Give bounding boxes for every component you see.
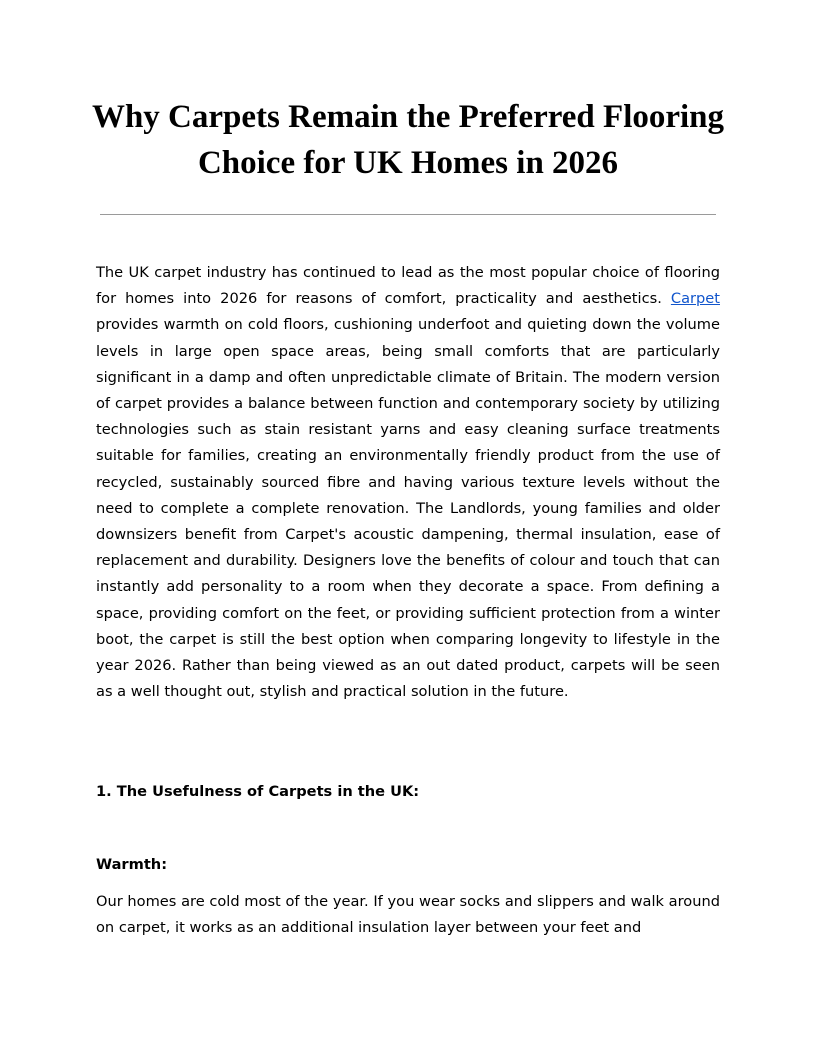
page-title <box>90 94 726 186</box>
page-title-line-2: Choice for UK Homes in 2026 <box>197 145 619 181</box>
title-divider <box>100 214 716 215</box>
carpet-link[interactable]: Carpet <box>670 290 720 308</box>
intro-text-before-link: The UK carpet industry has continued to lead as the most popular choice of flooring for homes into 2026 for reasons of comfort, practicality and aesthetics. <box>96 264 720 308</box>
section-heading: 1. The Usefulness of Carpets in the UK: <box>96 783 420 800</box>
page-title-line-1: Why Carpets Remain the Preferred Flooring <box>91 99 725 135</box>
warmth-paragraph: Our homes are cold most of the year. If you wear socks and slippers and walk around on carpet, it works as an additional insulation layer between your feet and <box>96 893 720 937</box>
intro-text-after-link: provides warmth on cold floors, cushioning underfoot and quieting down the volume levels in large open space areas, being small comforts that are particularly significant in a damp and often unpredictable climate of Britain. The modern version of carpet provides a balance between function and contemporary society by utilizing technologies such as stain resistant yarns and easy cleaning surface treatments suitable for families, creating an environmentally friendly product from the use of recycled, sustainably sourced fibre and having various texture levels without the need to complete a complete renovation. The Landlords, young families and older downsizers benefit from Carpet's acoustic dampening, thermal insulation, ease of replacement and durability. Designers love the benefits of colour and touch that can instantly add personality to a room when they decorate a space. From defining a space, providing comfort on the feet, or providing sufficient protection from a winter boot, the carpet is still the best option when comparing longevity to lifestyle in the year 2026. Rather than being viewed as an out dated product, carpets will be seen as a well thought out, stylish and practical solution in the future. <box>96 316 720 701</box>
warmth-subheading: Warmth: <box>96 856 168 873</box>
intro-paragraph <box>96 260 720 705</box>
